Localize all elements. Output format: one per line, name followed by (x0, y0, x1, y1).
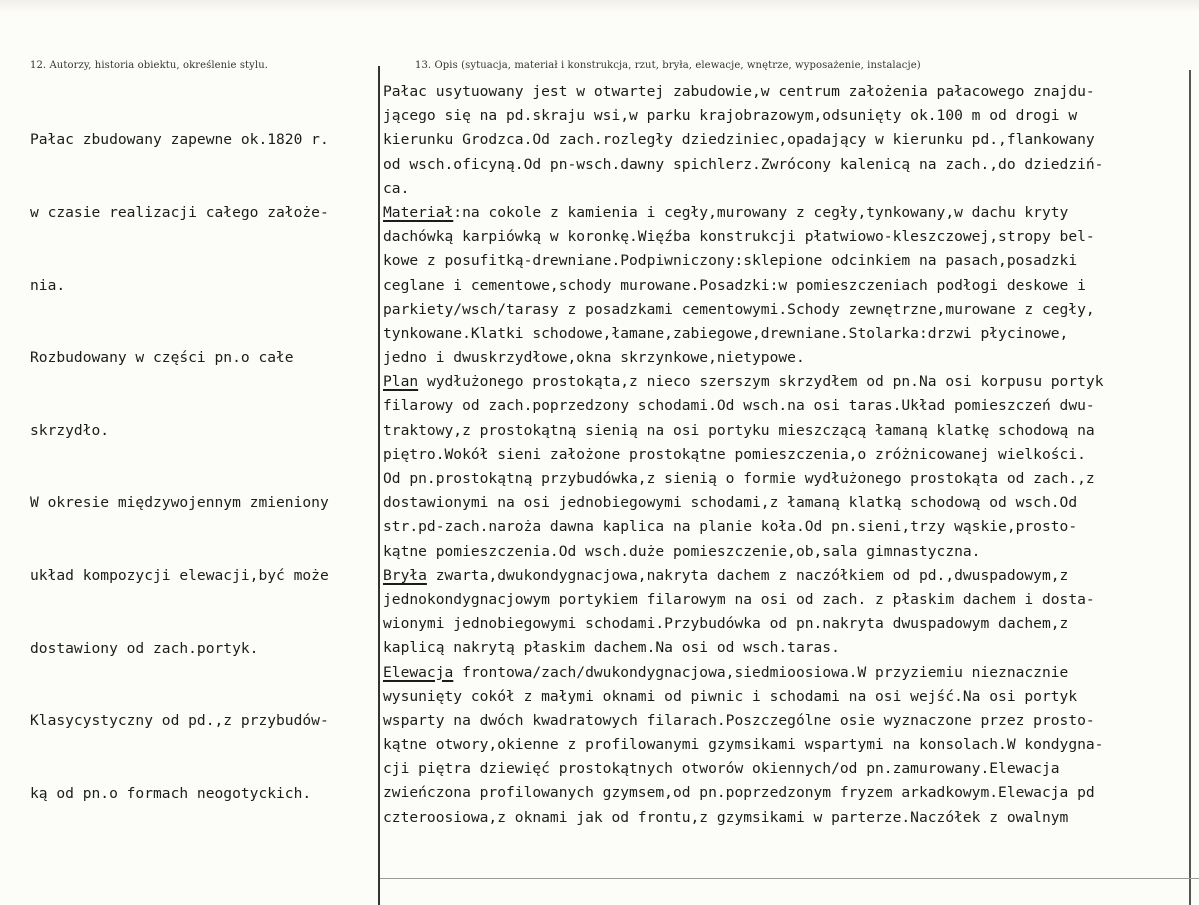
text-line (383, 153, 1103, 177)
text-line: dostawiony od zach.portyk. (30, 639, 259, 657)
line-text: str.pd-zach.naroża dawna kaplica na planie koła.Od pn.sieni,trzy wąskie,prosto- (383, 518, 1078, 536)
bottom-rule (380, 878, 1199, 879)
text-line (383, 177, 1103, 201)
section-13-text (383, 80, 1103, 830)
text-line (383, 467, 1103, 491)
text-line (383, 346, 1103, 370)
section-12-heading: 12. Autorzy, historia obiektu, określenie stylu. (30, 60, 269, 71)
text-line: układ kompozycji elewacji,być może (30, 566, 329, 584)
text-line (383, 612, 1103, 636)
text-line (383, 274, 1103, 298)
line-text: wydłużonego prostokąta,z nieco szerszym skrzydłem od pn.Na osi korpusu portyk (418, 373, 1104, 391)
text-line (383, 564, 1103, 588)
line-text: traktowy,z prostokątną sienią na osi portyku mieszczącą łamaną klatkę schodową na (383, 421, 1095, 439)
subsection-label: Elewacja (383, 663, 454, 681)
line-text: zwarta,dwukondygnacjowa,nakryta dachem z naczółkiem od pd.,dwuspadowym,z (426, 566, 1069, 584)
text-line (383, 419, 1103, 443)
text-line (383, 201, 1103, 225)
text-line (383, 515, 1103, 539)
text-line (383, 636, 1103, 660)
line-text: wionymi jednobiegowymi schodami.Przybudówka od pn.nakryta dwuspadowym dachem,z (383, 615, 1069, 633)
line-text: od wsch.oficyną.Od pn-wsch.dawny spichlerz.Zwrócony kalenicą na zach.,do dziedziń- (383, 155, 1104, 173)
subsection-label: Materiał (383, 203, 454, 221)
line-text: zwieńczona profilowanych gzymsem,od pn.poprzedzonym fryzem arkadkowym.Elewacja pd (383, 784, 1095, 802)
text-line: Klasycystyczny od pd.,z przybudów- (30, 712, 329, 730)
line-text: Od pn.prostokątną przybudówka,z sienią o formie wydłużonego prostokąta od zach.,z (383, 470, 1095, 487)
line-text: kierunku Grodzca.Od zach.rozległy dziedziniec,opadający w kierunku pd.,flankowany (383, 131, 1095, 149)
right-border (1189, 70, 1191, 905)
line-text: kowe z posufitką-drewniane.Podpiwniczony:sklepione odcinkiem na pasach,posadzki (383, 252, 1078, 270)
subsection-label: Plan (383, 373, 419, 391)
text-line: Rozbudowany w części pn.o całe (30, 349, 294, 367)
line-text: cji piętra dziewięć prostokątnych otworów okiennych/od pn.zamurowany.Elewacja (383, 760, 1060, 778)
section-13-heading: 13. Opis (sytuacja, materiał i konstrukcja, rzut, bryła, elewacje, wnętrze, wyposażenie, instalacje) (415, 60, 921, 71)
column-divider (378, 66, 380, 905)
line-text: kaplicą nakrytą płaskim dachem.Na osi od wsch.taras. (383, 639, 840, 657)
line-text: kątne otwory,okienne z profilowanymi gzymsikami wspartymi na konsolach.W kondygna- (383, 736, 1104, 754)
text-line: Pałac zbudowany zapewne ok.1820 r. (30, 131, 329, 149)
subsection-label: Bryła (383, 566, 427, 584)
line-text: kątne pomieszczenia.Od wsch.duże pomieszczenie,ob,sala gimnastyczna. (383, 542, 981, 560)
line-text: dachówką karpiówką w koronkę.Więźba konstrukcji płatwiowo-kleszczowej,stropy bel- (383, 228, 1095, 246)
text-line (383, 443, 1103, 467)
line-text: tynkowane.Klatki schodowe,łamane,zabiegowe,drewniane.Stolarka:drzwi płycinowe, (383, 324, 1069, 342)
text-line: skrzydło. (30, 421, 110, 439)
text-line: W okresie międzywojennym zmieniony (30, 494, 329, 512)
line-text: wysunięty cokół z małymi oknami od piwnic i schodami na osi wejść.Na osi portyk (383, 687, 1078, 705)
text-line (383, 394, 1103, 418)
section-12-text (30, 80, 329, 854)
line-text: piętro.Wokół sieni założone prostokątne pomieszczenia,o zróżnicowanej wielkości. (383, 445, 1086, 463)
text-line (383, 733, 1103, 757)
text-line (383, 298, 1103, 322)
line-text: :na cokole z kamienia i cegły,murowany z cegły,tynkowany,w dachu kryty (453, 203, 1069, 221)
text-line (383, 781, 1103, 805)
text-line: w czasie realizacji całego założe- (30, 204, 329, 221)
text-line (383, 685, 1103, 709)
line-text: ca. (383, 179, 410, 197)
line-text: parkiety/wsch/tarasy z posadzkami cementowymi.Schody zewnętrzne,murowane z cegły, (383, 300, 1095, 318)
text-line (383, 757, 1103, 781)
line-text: jącego się na pd.skraju wsi,w parku krajobrazowym,odsunięty ok.100 m od drogi w (383, 107, 1078, 125)
text-line (383, 491, 1103, 515)
text-line (383, 540, 1103, 564)
text-line: ką od pn.o formach neogotyckich. (30, 784, 312, 802)
paper-fold (0, 0, 1199, 12)
text-line (383, 709, 1103, 733)
text-line (383, 322, 1103, 346)
line-text: wsparty na dwóch kwadratowych filarach.Poszczególne osie wyznaczone przez prosto- (383, 711, 1095, 729)
line-text: jedno i dwuskrzydłowe,okna skrzynkowe,nietypowe. (383, 349, 805, 367)
line-text: frontowa/zach/dwukondygnacjowa,siedmioosiowa.W przyziemiu nieznacznie (453, 663, 1069, 681)
text-line (383, 249, 1103, 273)
line-text: jednokondygnacjowym portykiem filarowym na osi od zach. z płaskim dachem i dosta- (383, 590, 1095, 608)
line-text: czteroosiowa,z oknami jak od frontu,z gzymsikami w parterze.Naczółek z owalnym (383, 808, 1069, 826)
text-line: nia. (30, 276, 66, 294)
line-text: Pałac usytuowany jest w otwartej zabudowie,w centrum założenia pałacowego znajdu- (383, 83, 1095, 100)
text-line (383, 588, 1103, 612)
text-line (383, 370, 1103, 394)
line-text: dostawionymi na osi jednobiegowymi schodami,z łamaną klatką schodową od wsch.Od (383, 494, 1078, 512)
text-line (383, 104, 1103, 128)
text-line (383, 225, 1103, 249)
text-line (383, 128, 1103, 152)
text-line (383, 80, 1103, 104)
text-line (383, 661, 1103, 685)
text-line (383, 806, 1103, 830)
line-text: filarowy od zach.poprzedzony schodami.Od wsch.na osi taras.Układ pomieszczeń dwu- (383, 397, 1095, 415)
line-text: ceglane i cementowe,schody murowane.Posadzki:w pomieszczeniach podłogi deskowe i (383, 276, 1086, 294)
